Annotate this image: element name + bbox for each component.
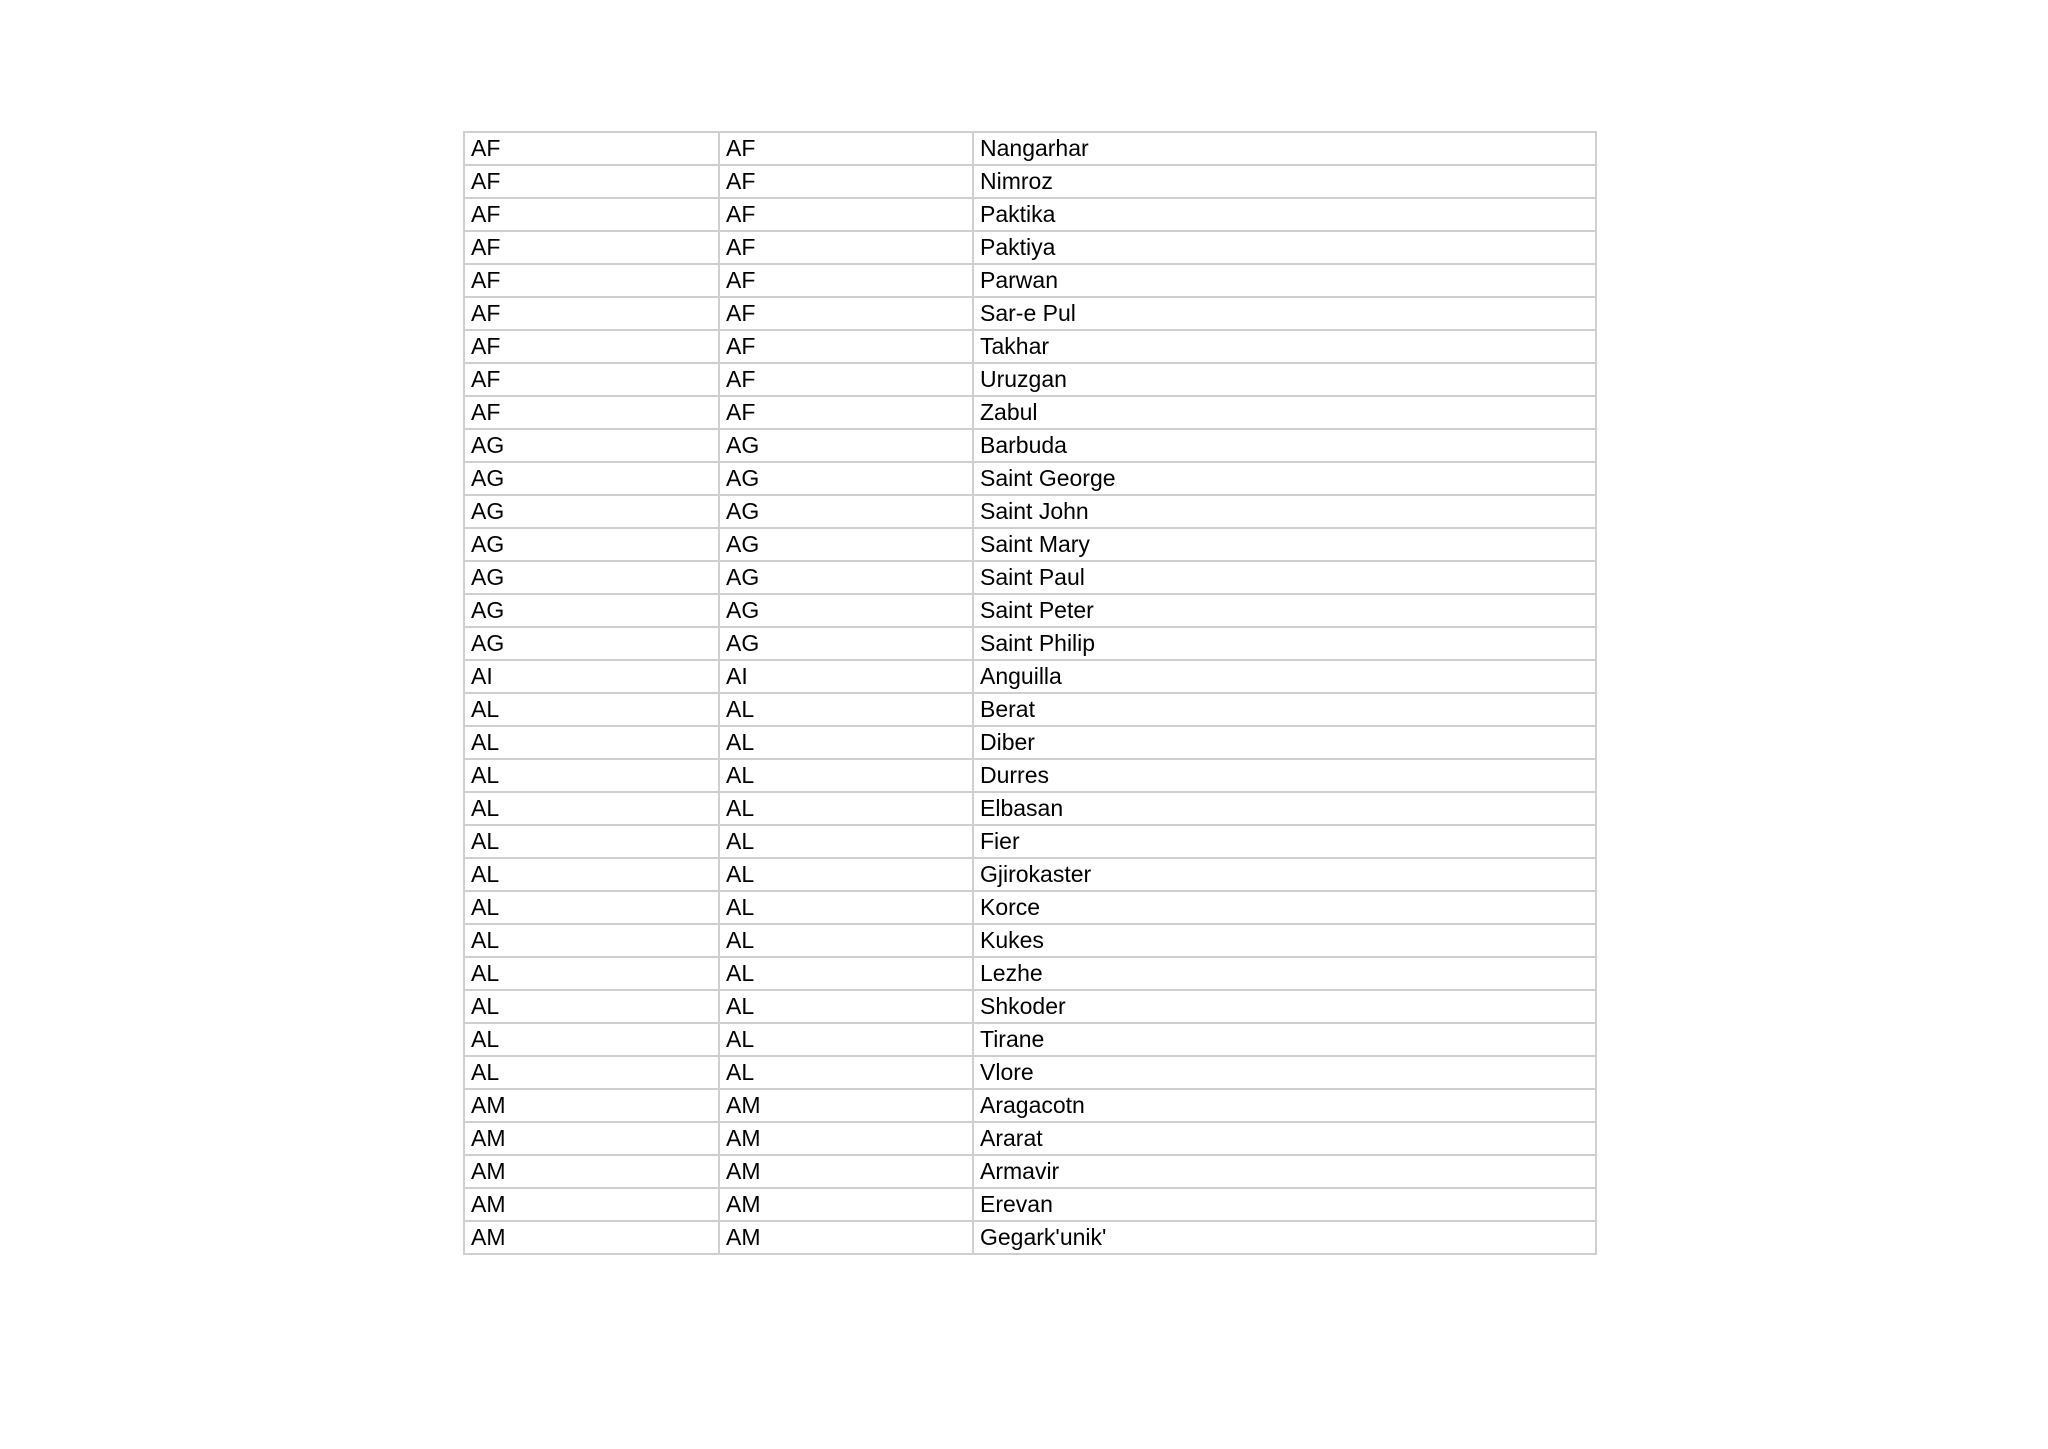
table-row	[464, 297, 1596, 330]
country-code-cell: AL	[464, 891, 719, 924]
region-code-cell: AL	[719, 1056, 973, 1089]
country-code-cell: AM	[464, 1089, 719, 1122]
region-name-cell: Vlore	[973, 1056, 1596, 1089]
region-name-cell: Uruzgan	[973, 363, 1596, 396]
region-code-cell: AF	[719, 198, 973, 231]
region-code-cell: AL	[719, 1023, 973, 1056]
country-code-cell: AI	[464, 660, 719, 693]
table-row	[464, 231, 1596, 264]
region-code-cell: AL	[719, 693, 973, 726]
country-code-cell: AG	[464, 561, 719, 594]
region-name-cell: Saint Philip	[973, 627, 1596, 660]
table-row	[464, 363, 1596, 396]
region-name-cell: Zabul	[973, 396, 1596, 429]
region-name-cell: Elbasan	[973, 792, 1596, 825]
region-code-cell: AF	[719, 132, 973, 165]
region-name-cell: Kukes	[973, 924, 1596, 957]
region-code-cell: AL	[719, 726, 973, 759]
region-name-cell: Parwan	[973, 264, 1596, 297]
table-row	[464, 1023, 1596, 1056]
country-code-cell: AM	[464, 1188, 719, 1221]
table-row	[464, 429, 1596, 462]
region-code-cell: AF	[719, 165, 973, 198]
country-code-cell: AL	[464, 924, 719, 957]
table-row	[464, 1188, 1596, 1221]
region-name-cell: Armavir	[973, 1155, 1596, 1188]
region-name-cell: Nimroz	[973, 165, 1596, 198]
table-row	[464, 561, 1596, 594]
country-code-cell: AM	[464, 1221, 719, 1254]
country-code-cell: AL	[464, 858, 719, 891]
region-code-cell: AL	[719, 957, 973, 990]
region-name-cell: Saint Peter	[973, 594, 1596, 627]
region-name-cell: Gjirokaster	[973, 858, 1596, 891]
table-row	[464, 165, 1596, 198]
table-row	[464, 726, 1596, 759]
country-code-cell: AL	[464, 693, 719, 726]
region-code-cell: AM	[719, 1188, 973, 1221]
country-code-cell: AF	[464, 165, 719, 198]
region-code-cell: AF	[719, 231, 973, 264]
region-code-cell: AM	[719, 1122, 973, 1155]
region-name-cell: Nangarhar	[973, 132, 1596, 165]
region-code-cell: AG	[719, 561, 973, 594]
table-row	[464, 462, 1596, 495]
region-name-cell: Tirane	[973, 1023, 1596, 1056]
table-row	[464, 132, 1596, 165]
table-row	[464, 924, 1596, 957]
table-row	[464, 660, 1596, 693]
table-row	[464, 1089, 1596, 1122]
region-code-cell: AF	[719, 363, 973, 396]
table-row	[464, 891, 1596, 924]
table-row	[464, 1155, 1596, 1188]
table-row	[464, 1122, 1596, 1155]
country-code-cell: AG	[464, 429, 719, 462]
region-code-cell: AL	[719, 924, 973, 957]
region-code-cell: AG	[719, 627, 973, 660]
region-code-cell: AG	[719, 495, 973, 528]
country-code-cell: AL	[464, 1023, 719, 1056]
country-code-cell: AF	[464, 363, 719, 396]
country-code-cell: AG	[464, 627, 719, 660]
country-code-cell: AF	[464, 330, 719, 363]
region-name-cell: Erevan	[973, 1188, 1596, 1221]
region-name-cell: Durres	[973, 759, 1596, 792]
region-code-cell: AF	[719, 264, 973, 297]
region-name-cell: Anguilla	[973, 660, 1596, 693]
region-code-cell: AG	[719, 429, 973, 462]
region-name-cell: Berat	[973, 693, 1596, 726]
table-row	[464, 693, 1596, 726]
country-code-cell: AL	[464, 957, 719, 990]
country-code-cell: AM	[464, 1155, 719, 1188]
table-body	[464, 132, 1596, 1254]
region-name-cell: Gegark'unik'	[973, 1221, 1596, 1254]
region-code-cell: AM	[719, 1155, 973, 1188]
region-code-cell: AL	[719, 825, 973, 858]
region-code-cell: AI	[719, 660, 973, 693]
region-code-cell: AL	[719, 759, 973, 792]
table-row	[464, 627, 1596, 660]
region-code-cell: AG	[719, 462, 973, 495]
country-code-cell: AF	[464, 264, 719, 297]
country-code-cell: AF	[464, 132, 719, 165]
country-code-cell: AL	[464, 825, 719, 858]
country-code-cell: AG	[464, 594, 719, 627]
data-table	[463, 131, 1597, 1255]
table-row	[464, 264, 1596, 297]
country-code-cell: AL	[464, 1056, 719, 1089]
country-code-cell: AF	[464, 231, 719, 264]
region-name-cell: Saint Mary	[973, 528, 1596, 561]
region-code-cell: AM	[719, 1221, 973, 1254]
table-row	[464, 759, 1596, 792]
table-row	[464, 495, 1596, 528]
region-name-cell: Sar-e Pul	[973, 297, 1596, 330]
region-name-cell: Barbuda	[973, 429, 1596, 462]
country-code-cell: AF	[464, 198, 719, 231]
table-row	[464, 1221, 1596, 1254]
region-name-cell: Shkoder	[973, 990, 1596, 1023]
region-name-cell: Diber	[973, 726, 1596, 759]
region-code-cell: AF	[719, 396, 973, 429]
table-row	[464, 396, 1596, 429]
table-row	[464, 198, 1596, 231]
table-row	[464, 825, 1596, 858]
region-name-cell: Fier	[973, 825, 1596, 858]
country-code-cell: AF	[464, 396, 719, 429]
country-code-cell: AL	[464, 792, 719, 825]
table-row	[464, 1056, 1596, 1089]
table-row	[464, 858, 1596, 891]
region-code-cell: AF	[719, 330, 973, 363]
country-code-cell: AG	[464, 528, 719, 561]
region-code-cell: AL	[719, 891, 973, 924]
region-code-cell: AL	[719, 990, 973, 1023]
region-name-cell: Lezhe	[973, 957, 1596, 990]
table-row	[464, 330, 1596, 363]
region-name-cell: Saint John	[973, 495, 1596, 528]
region-code-cell: AG	[719, 594, 973, 627]
region-code-cell: AG	[719, 528, 973, 561]
country-code-cell: AL	[464, 726, 719, 759]
country-code-cell: AG	[464, 495, 719, 528]
region-code-cell: AF	[719, 297, 973, 330]
region-code-cell: AL	[719, 858, 973, 891]
region-code-cell: AM	[719, 1089, 973, 1122]
table-row	[464, 792, 1596, 825]
country-code-cell: AL	[464, 990, 719, 1023]
region-name-cell: Paktiya	[973, 231, 1596, 264]
table-row	[464, 594, 1596, 627]
region-name-cell: Saint Paul	[973, 561, 1596, 594]
region-code-cell: AL	[719, 792, 973, 825]
region-name-cell: Paktika	[973, 198, 1596, 231]
country-code-cell: AM	[464, 1122, 719, 1155]
table-row	[464, 990, 1596, 1023]
table-row	[464, 957, 1596, 990]
region-name-cell: Saint George	[973, 462, 1596, 495]
country-code-cell: AF	[464, 297, 719, 330]
region-name-cell: Korce	[973, 891, 1596, 924]
region-name-cell: Takhar	[973, 330, 1596, 363]
region-name-cell: Aragacotn	[973, 1089, 1596, 1122]
region-name-cell: Ararat	[973, 1122, 1596, 1155]
table-row	[464, 528, 1596, 561]
country-code-cell: AL	[464, 759, 719, 792]
country-code-cell: AG	[464, 462, 719, 495]
